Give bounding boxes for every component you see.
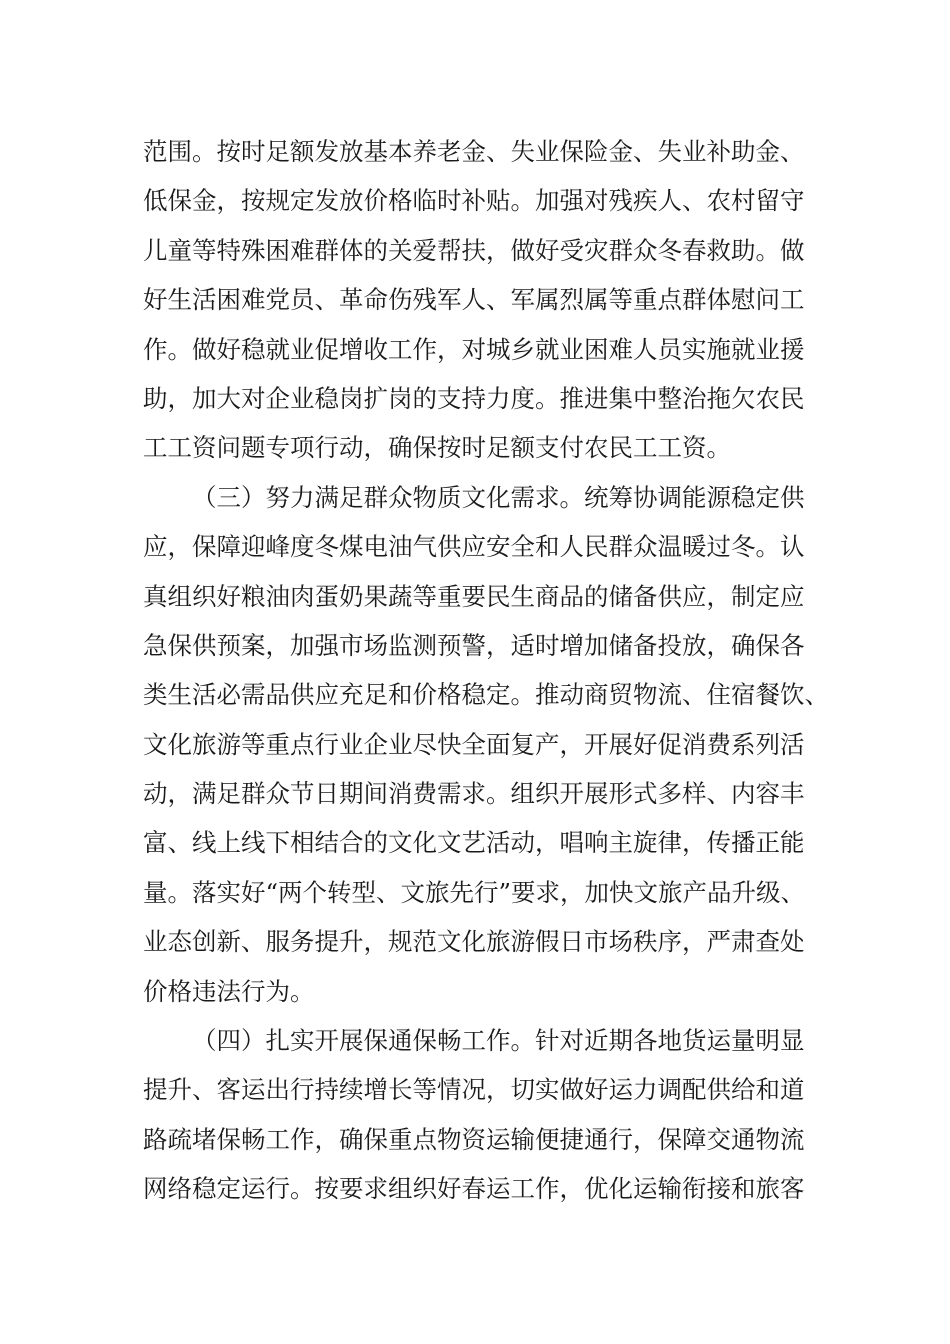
text-line: 动，满足群众节日期间消费需求。组织开展形式多样、内容丰	[143, 779, 805, 809]
text-line: 价格违法行为。	[143, 976, 315, 1006]
text-line: 作。做好稳就业促增收工作，对城乡就业困难人员实施就业援	[143, 334, 805, 364]
text-line: 富、线上线下相结合的文化文艺活动，唱响主旋律，传播正能	[143, 828, 805, 858]
text-line: 儿童等特殊困难群体的关爱帮扶，做好受灾群众冬春救助。做	[143, 235, 805, 265]
text-line: 提升、客运出行持续增长等情况，切实做好运力调配供给和道	[143, 1075, 805, 1105]
text-line: 类生活必需品供应充足和价格稳定。推动商贸物流、住宿餐饮、	[143, 680, 829, 710]
text-line: 路疏堵保畅工作，确保重点物资运输便捷通行，保障交通物流	[143, 1124, 805, 1154]
document-body	[143, 127, 829, 1214]
text-line: 量。落实好“两个转型、文旅先行”要求，加快文旅产品升级、	[143, 877, 806, 907]
section-heading-line: （四）扎实开展保通保畅工作。针对近期各地货运量明显	[192, 1026, 805, 1056]
text-line: 文化旅游等重点行业企业尽快全面复产，开展好促消费系列活	[143, 729, 805, 759]
text-line: 网络稳定运行。按要求组织好春运工作，优化运输衔接和旅客	[143, 1174, 805, 1204]
text-line: 助，加大对企业稳岗扩岗的支持力度。推进集中整治拖欠农民	[143, 383, 805, 413]
text-line: 业态创新、服务提升，规范文化旅游假日市场秩序，严肃查处	[143, 927, 805, 957]
text-line: 真组织好粮油肉蛋奶果蔬等重要民生商品的储备供应，制定应	[143, 581, 805, 611]
text-line: 范围。按时足额发放基本养老金、失业保险金、失业补助金、	[143, 137, 805, 166]
text-line: 应，保障迎峰度冬煤电油气供应安全和人民群众温暖过冬。认	[143, 532, 805, 562]
text-line: 好生活困难党员、革命伤残军人、军属烈属等重点群体慰问工	[143, 285, 805, 315]
text-line: 低保金，按规定发放价格临时补贴。加强对残疾人、农村留守	[143, 186, 805, 216]
section-heading-line: （三）努力满足群众物质文化需求。统筹协调能源稳定供	[192, 482, 805, 512]
text-line: 工工资问题专项行动，确保按时足额支付农民工工资。	[143, 433, 731, 463]
text-line: 急保供预案，加强市场监测预警，适时增加储备投放，确保各	[143, 630, 805, 660]
